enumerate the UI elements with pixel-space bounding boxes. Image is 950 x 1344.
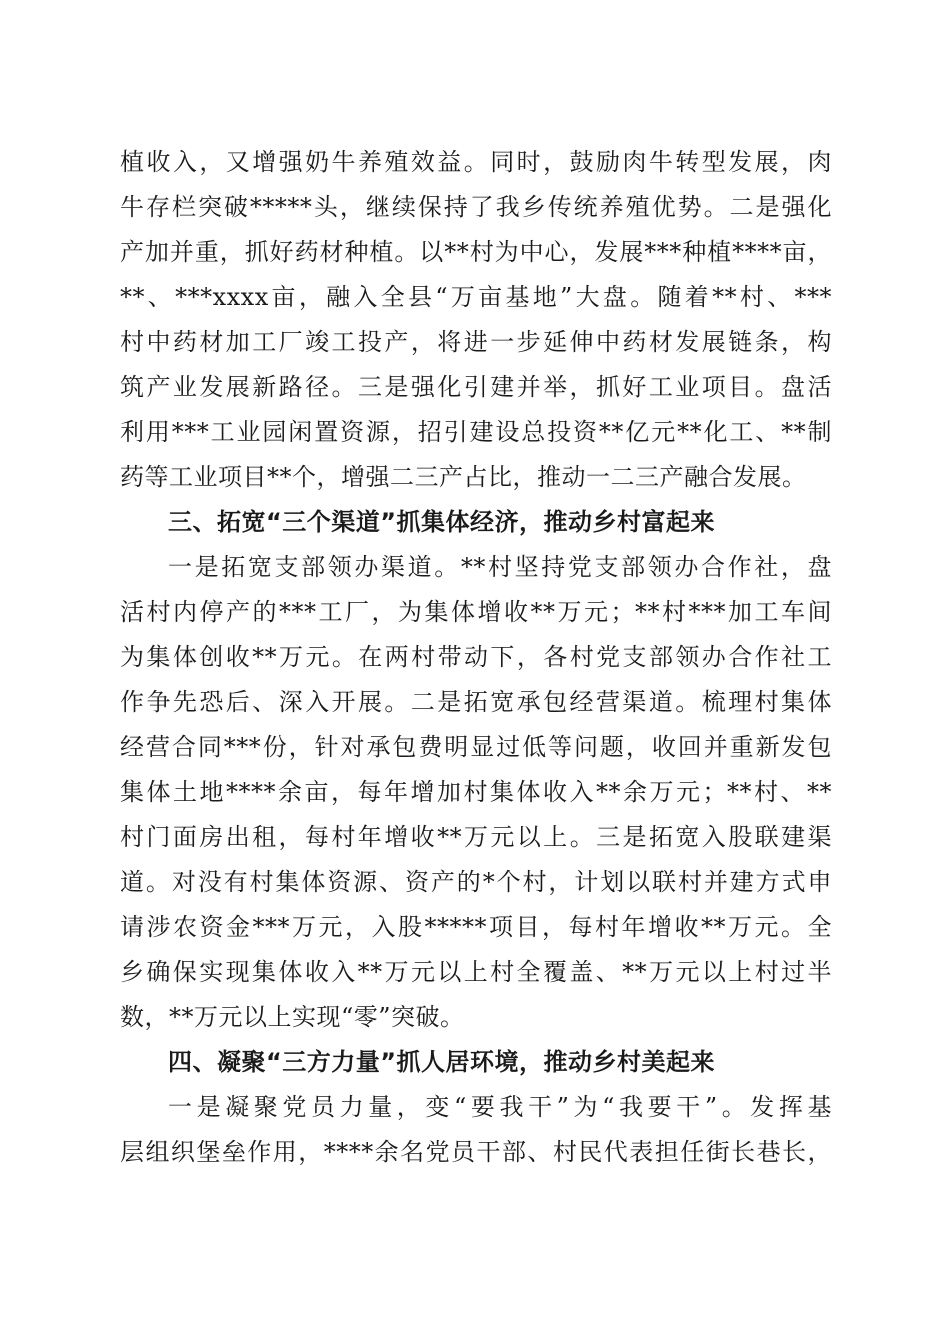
paragraph-line: 植收入，又增强奶牛养殖效益。同时，鼓励肉牛转型发展，肉 (120, 148, 832, 176)
paragraph-line: 药等工业项目**个，增强二三产占比，推动一二三产融合发展。 (120, 463, 807, 491)
paragraph-line: 牛存栏突破*****头，继续保持了我乡传统养殖优势。二是强化 (120, 193, 832, 221)
paragraph-2 (120, 545, 832, 1040)
paragraph-line: 请涉农资金***万元，入股*****项目，每村年增收**万元。全 (120, 913, 832, 941)
paragraph-line: 道。对没有村集体资源、资产的*个村，计划以联村并建方式申 (120, 868, 832, 896)
paragraph-line: 数，**万元以上实现“零”突破。 (120, 1003, 465, 1031)
paragraph-1 (120, 140, 832, 500)
paragraph-line: 乡确保实现集体收入**万元以上村全覆盖、**万元以上村过半 (120, 958, 832, 986)
paragraph-line: 一是拓宽支部领办渠道。**村坚持党支部领办合作社，盘 (168, 553, 832, 581)
paragraph-line: 层组织堡垒作用，****余名党员干部、村民代表担任街长巷长， (120, 1138, 832, 1166)
paragraph-line: 村中药材加工厂竣工投产，将进一步延伸中药材发展链条，构 (120, 328, 832, 356)
paragraph-line: 经营合同***份，针对承包费明显过低等问题，收回并重新发包 (120, 733, 832, 761)
paragraph-line: 为集体创收**万元。在两村带动下，各村党支部领办合作社工 (120, 643, 832, 671)
section-heading-4: 四、凝聚“三方力量”抓人居环境，推动乡村美起来 (168, 1048, 716, 1076)
paragraph-line: 作争先恐后、深入开展。二是拓宽承包经营渠道。梳理村集体 (120, 688, 832, 716)
paragraph-line: 村门面房出租，每村年增收**万元以上。三是拓宽入股联建渠 (120, 823, 832, 851)
document-page (120, 140, 832, 1175)
paragraph-line: 活村内停产的***工厂，为集体增收**万元；**村***加工车间 (120, 598, 832, 626)
paragraph-line: 集体土地****余亩，每年增加村集体收入**余万元；**村、** (120, 778, 832, 806)
paragraph-line: 一是凝聚党员力量，变“要我干”为“我要干”。发挥基 (168, 1093, 832, 1121)
paragraph-line: 产加并重，抓好药材种植。以**村为中心，发展***种植****亩， (120, 238, 832, 266)
paragraph-3 (120, 1085, 832, 1175)
paragraph-line: **、***xxxx亩，融入全县“万亩基地”大盘。随着**村、*** (120, 283, 832, 311)
section-heading-3: 三、拓宽“三个渠道”抓集体经济，推动乡村富起来 (168, 508, 716, 536)
paragraph-line: 筑产业发展新路径。三是强化引建并举，抓好工业项目。盘活 (120, 373, 832, 401)
paragraph-line: 利用***工业园闲置资源，招引建设总投资**亿元**化工、**制 (120, 418, 832, 446)
